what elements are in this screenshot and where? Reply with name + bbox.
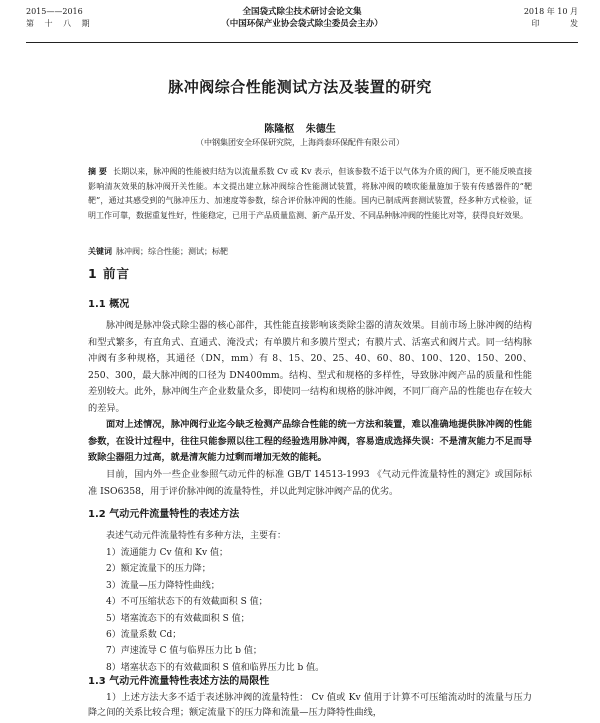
list-item: 5）堵塞流态下的有效截面积 S 值； — [106, 613, 250, 624]
header-left-issue: 第 十 八 期 — [26, 19, 94, 28]
paper-authors: 陈隆枢 朱德生 — [264, 124, 336, 135]
list-item: 4）不可压缩状态下的有效截面积 S 值； — [106, 597, 268, 608]
header-right — [523, 6, 592, 30]
abstract-label: 摘 要 — [88, 166, 108, 176]
section-heading-1: 1 前言 — [88, 266, 131, 281]
section-heading-1-2: 1.2 气动元件流量特性的表述方法 — [88, 509, 240, 520]
header-center — [26, 6, 578, 30]
keywords — [88, 245, 532, 258]
list-intro: 表述气动元件流量特性有多种方法，主要有： — [106, 531, 287, 541]
paragraph-industry-problem: 面对上述情况，脉冲阀行业迄今缺乏检测产品综合性能的统一方法和装置，难以准确地提供脉冲阀的性能参数，在设计过程中，往往只能参照以往工程的经验选用脉冲阀，容易造成选择失误：不是清灰能力不足而导致除尘器阻力过高，就是清灰能力过剩而增加无效的能耗。 — [88, 419, 532, 463]
header-center-title: 全国袋式除尘技术研讨会论文集 — [242, 7, 362, 17]
list-item: 1）流通能力 Cv 值和 Kv 值； — [106, 548, 228, 558]
list-item: 8）堵塞状态下的有效截面积 S 值和临界压力比 b 值。 — [106, 662, 325, 673]
abstract-text: 长期以来，脉冲阀的性能被归结为以流量系数 Cv 或 Kv 表示，但该参数不适于以气体为介质的阀门，更不能反映直接影响清灰效果的脉冲阀开关性能。本文提出建立脉冲阀综合性能测试装置，将脉冲阀的喷吹能量施加于装有传感器件的“靶靶”，通过其感受到的气脉冲压力、加速度等参数，综合评价脉冲阀的性能。国内已制成两套测试装置，经多种方式检验，证明工作可靠，数据重复性好，性能稳定，已用于产品质量监测、新产品开发、不同品种脉冲阀的性能比对等，获得良好效果。 — [88, 167, 532, 220]
flow-characteristic-list — [106, 545, 526, 676]
list-item: 3）流量—压力降特性曲线； — [106, 580, 220, 591]
paper-title: 脉冲阀综合性能测试方法及装置的研究 — [168, 78, 432, 96]
paper-affiliation: （中钢集团安全环保研究院，上海尚泰环保配件有限公司） — [196, 138, 404, 147]
section-heading-1-1: 1.1 概况 — [88, 299, 130, 310]
list-item: 7）声速流导 C 值与临界压力比 b 值； — [106, 646, 262, 657]
header-center-subtitle: （中国环保产业协会袋式除尘委员会主办） — [221, 19, 383, 29]
running-header — [26, 4, 592, 43]
header-left-date: 2015——2016 — [26, 7, 83, 16]
keywords-label: 关键词 — [88, 246, 112, 256]
paragraph-limitations: 1）上述方法大多不适于表述脉冲阀的流量特性： Cv 值或 Kv 值用于计算不可压缩流动时的流量与压力降之间的关系比较合理；额定流量下的压力降和流量—压力降特性曲线， — [88, 692, 532, 718]
list-item: 6）流量系数 Cd； — [106, 629, 182, 640]
paragraph-standards: 目前，国内外一些企业参照气动元件的标准 GB/T 14513-1993 《气动元件流量特性的测定》或国际标准 ISO6358，用于评价脉冲阀的流量特性，并以此判定脉冲阀产品的优劣。 — [88, 469, 532, 497]
keywords-text: 脉冲阀；综合性能；测试；标靶 — [116, 247, 228, 256]
header-right-date: 2018 年 10 月 — [523, 7, 578, 16]
section-heading-1-3: 1.3 气动元件流量特性表述方法的局限性 — [88, 676, 270, 687]
paragraph-overview: 脉冲阀是脉冲袋式除尘器的核心部件，其性能直接影响该类除尘器的清灰效果。目前市场上脉冲阀的结构和型式繁多，有直角式、直通式、淹没式；有单膜片和多膜片型式；有膜片式、活塞式和阀片式。同一结构脉冲阀有多种规格，其通径（DN，mm）有 8、15、20、25、40、60、80、100、120、150、200、250、300，最大脉冲阀的口径为 DN400mm。结构、型式和规格的多样性，导致脉冲阀产品的质量和性能差别较大。此外，脉冲阀生产企业数量众多，即使同一结构和规格的脉冲阀，不同厂商产品的性能也存在较大的差异。 — [88, 320, 532, 414]
list-item: 2）额定流量下的压力降； — [106, 564, 211, 575]
header-right-note: 印 发 — [531, 19, 592, 28]
abstract — [88, 164, 532, 223]
